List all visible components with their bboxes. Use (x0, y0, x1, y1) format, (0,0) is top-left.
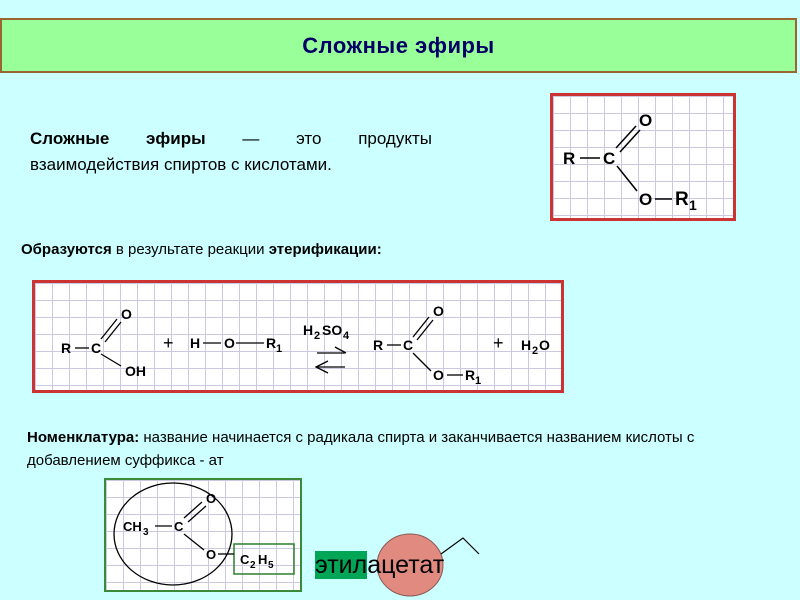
catalyst-H: H (303, 322, 314, 338)
formula-R1: R (675, 189, 689, 210)
general-formula-box (550, 93, 736, 221)
formation-middle: в результате реакции (111, 241, 269, 258)
example-CH: CH (123, 519, 142, 534)
nomenclature-paragraph (27, 426, 747, 472)
ester-O-single: O (433, 367, 444, 383)
example-C: C (174, 519, 184, 534)
example-sub5: 5 (268, 560, 274, 571)
acid-C: C (91, 340, 102, 356)
alcohol-R1-sub: 1 (276, 343, 283, 355)
suffix-caret (441, 538, 479, 554)
title-bar (0, 18, 797, 73)
intro-definition: — это продукты взаимодействия спиртов с кислотами. (30, 129, 432, 174)
example-sub3: 3 (143, 527, 149, 538)
ester-name-area (311, 528, 491, 598)
formation-lead: Образуются (21, 241, 112, 258)
catalyst-SO: SO (322, 322, 343, 338)
alcohol-R1: R (266, 335, 277, 351)
ester-name-acid-part: ацет (367, 551, 420, 579)
example-O-single: O (206, 547, 217, 562)
esterification-reaction-diagram (35, 283, 561, 390)
ester-name-word (315, 550, 444, 580)
ester-R1-sub: 1 (475, 375, 482, 387)
ester-R: R (373, 337, 384, 353)
intro-term: Сложные эфиры (30, 129, 206, 148)
formula-O-single: O (639, 190, 653, 209)
water-O: O (539, 337, 550, 353)
acid-OH: OH (125, 363, 146, 379)
nomenclature-text: название начинается с радикала спирта и заканчивается названием кислоты с добавлением суффикса - ат (27, 429, 695, 469)
ester-name-suffix: ат (419, 551, 445, 579)
formula-R1-sub: 1 (689, 197, 697, 213)
ester-O-double: O (433, 303, 444, 319)
catalyst-sub2: 2 (314, 330, 321, 342)
example-O-double: O (206, 491, 217, 506)
example-C2: C (240, 552, 250, 567)
nomenclature-label: Номенклатура: (27, 429, 140, 446)
general-formula-diagram (553, 96, 733, 218)
acid-O: O (121, 306, 132, 322)
ester-name-alcohol-part: этил (315, 551, 368, 579)
formation-reaction: этерификации: (268, 241, 382, 258)
example-H: H (258, 552, 268, 567)
plus-sign: + (163, 333, 174, 353)
formula-R: R (563, 149, 576, 168)
ethyl-acetate-diagram (106, 480, 300, 590)
example-formula-box (104, 478, 302, 592)
reaction-box (32, 280, 564, 393)
alcohol-O: O (224, 335, 235, 351)
acid-R: R (61, 340, 72, 356)
page-title: Сложные эфиры (302, 32, 495, 58)
formula-O-double: O (639, 111, 653, 130)
water-H: H (521, 337, 532, 353)
example-sub2: 2 (250, 560, 256, 571)
formation-line (21, 241, 382, 258)
ester-R1: R (465, 367, 476, 383)
water-sub2: 2 (532, 345, 539, 357)
alcohol-H: H (190, 335, 201, 351)
ester-C: C (403, 337, 414, 353)
intro-paragraph (30, 126, 432, 178)
catalyst-sub4: 4 (343, 330, 350, 342)
plus-sign-2: + (493, 333, 504, 353)
formula-C: C (603, 149, 616, 168)
